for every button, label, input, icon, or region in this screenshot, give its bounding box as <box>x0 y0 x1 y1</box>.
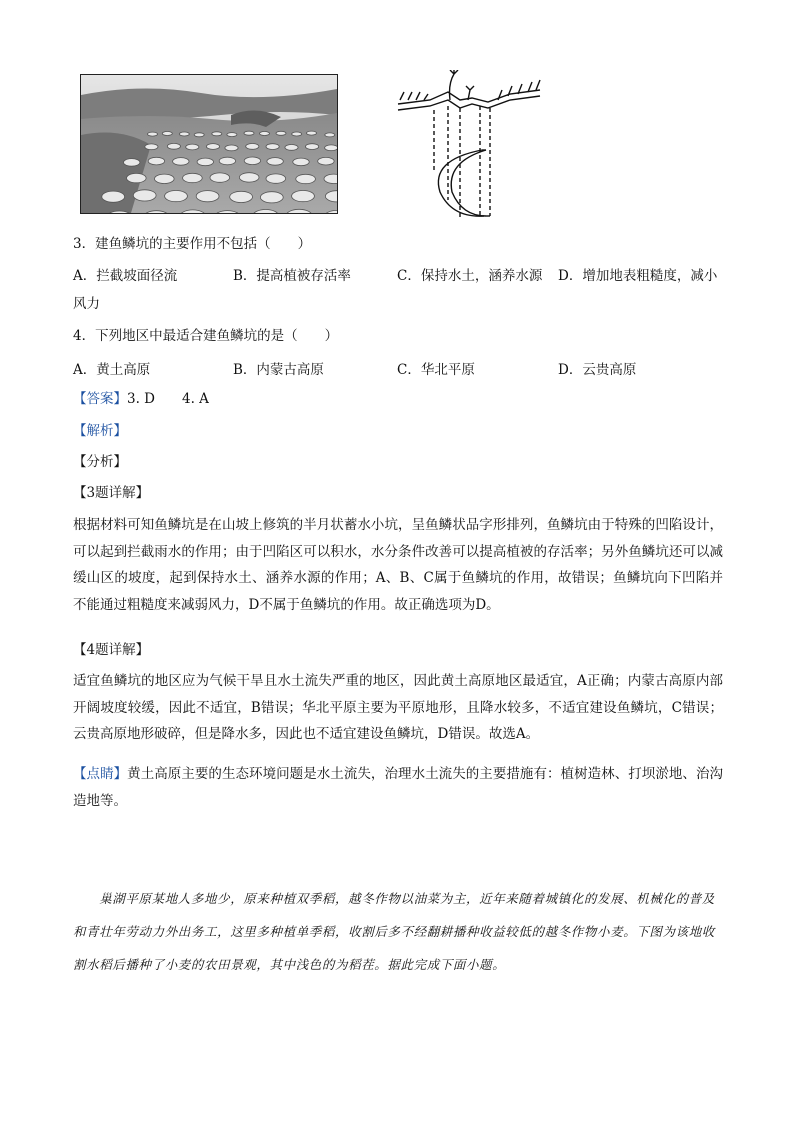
pit-mark <box>260 192 283 203</box>
sketch-drawing <box>390 70 550 220</box>
pit-mark <box>260 132 270 136</box>
pit-mark <box>306 144 319 150</box>
detail-3-text: 根据材料可知鱼鳞坑是在山坡上修筑的半月状蓄水小坑，呈鱼鳞状品字形排列，鱼鳞坑由于特殊的凹陷设计，可以起到拦截雨水的作用；由于凹陷区可以积水，水分条件改善可以提高植被的存活率；另外鱼鳞坑还可以减缓山区的坡度，起到保持水土、涵养水源的作用；A、B、C属于鱼鳞坑的作用，故错误；鱼鳞坑向下凹陷并不能通过粗糙度来减弱风力，D不属于鱼鳞坑的作用。故正确选项为D。 <box>73 517 723 613</box>
q3-option-a: A．拦截坡面径流 <box>73 268 178 284</box>
pit-mark <box>196 191 219 202</box>
pit-mark <box>127 173 147 182</box>
detail-4-tag: 【4题详解】 <box>73 642 150 658</box>
pit-mark <box>292 132 302 136</box>
q3-option-b: B．提高植被存活率 <box>233 268 351 284</box>
q4-stem: 4．下列地区中最适合建鱼鳞坑的是（ ） <box>73 328 339 344</box>
pit-mark <box>124 159 140 167</box>
pit-mark <box>183 173 203 182</box>
pit-mark <box>244 131 254 135</box>
pit-mark <box>186 144 199 150</box>
pit-mark <box>173 158 189 166</box>
pit-mark <box>318 157 334 165</box>
fenxi-tag: 【分析】 <box>73 454 127 470</box>
analysis-tag: 【解析】 <box>73 423 127 439</box>
photo-drawing <box>81 75 337 213</box>
q3-stem: 3．建鱼鳞坑的主要作用不包括（ ） <box>73 236 312 252</box>
pit-mark <box>239 173 259 182</box>
pit-mark <box>307 131 317 135</box>
q3-option-d-continued: 风力 <box>73 296 100 312</box>
pit-mark <box>325 145 337 151</box>
pit-mark <box>266 144 279 150</box>
q4-option-d: D．云贵高原 <box>558 362 637 378</box>
pit-mark <box>210 173 230 182</box>
detail-3-tag: 【3题详解】 <box>73 485 150 501</box>
q3-option-d: D．增加地表粗糙度，减小 <box>558 268 718 284</box>
pit-mark <box>165 191 188 202</box>
pit-mark <box>230 191 253 202</box>
pit-mark <box>167 143 180 149</box>
pit-mark <box>133 190 156 201</box>
pit-mark <box>194 133 204 137</box>
pit-mark <box>227 133 237 137</box>
pit-mark <box>292 191 315 202</box>
answer-line <box>73 389 209 409</box>
answer-tag: 【答案】 <box>73 391 127 407</box>
pit-mark <box>219 157 235 165</box>
pit-mark <box>197 158 213 166</box>
pit-mark <box>293 158 309 166</box>
pit-mark <box>102 191 125 202</box>
pit-mark <box>162 132 172 136</box>
pit-mark <box>246 144 259 150</box>
pit-mark <box>266 174 286 183</box>
dianjing-tag: 【点睛】 <box>73 766 128 782</box>
q4-option-c: C．华北平原 <box>397 362 475 378</box>
pit-mark <box>267 158 283 166</box>
pit-mark <box>145 144 158 150</box>
pit-mark <box>206 144 219 150</box>
pit-mark <box>325 133 335 137</box>
material-paragraph: 巢湖平原某地人多地少，原来种植双季稻，越冬作物以油菜为主，近年来随着城镇化的发展、机械化的普及和青壮年劳动力外出务工，这里多种植单季稻，收割后多不经翻耕播种收益较低的越冬作物小麦。下图为该地收割水稻后播种了小麦的农田景观，其中浅色的为稻茬。据此完成下面小题。 <box>73 891 715 972</box>
q4-option-b: B．内蒙古高原 <box>233 362 324 378</box>
fish-scale-pit-sketch <box>390 70 550 220</box>
detail-4-text: 适宜鱼鳞坑的地区应为气候干旱且水土流失严重的地区，因此黄土高原地区最适宜，A正确；内蒙古高原内部开阔坡度较缓，因此不适宜，B错误；华北平原主要为平原地形，且降水较多，不适宜建设鱼鳞坑，C错误；云贵高原地形破碎，但是降水多，因此也不适宜建设鱼鳞坑，D错误。故选A。 <box>73 673 723 742</box>
q4-option-a: A．黄土高原 <box>73 362 151 378</box>
answer-text: 3. D 4. A <box>127 391 209 407</box>
pit-mark <box>212 132 222 136</box>
pit-mark <box>276 131 286 135</box>
pit-mark <box>285 145 298 151</box>
fish-scale-pit-photo <box>80 74 338 214</box>
pit-mark <box>179 132 189 136</box>
pit-mark <box>148 132 158 136</box>
dianjing-paragraph <box>73 761 723 814</box>
dianjing-text: 黄土高原主要的生态环境问题是水土流失，治理水土流失的主要措施有：植树造林、打坝淤地、治沟造地等。 <box>73 766 724 809</box>
pit-mark <box>296 174 316 183</box>
pit-mark <box>225 145 238 151</box>
pit-mark <box>148 157 164 165</box>
pit-mark <box>244 157 260 165</box>
pit-mark <box>155 174 175 183</box>
q3-option-c: C．保持水土，涵养水源 <box>397 268 543 284</box>
